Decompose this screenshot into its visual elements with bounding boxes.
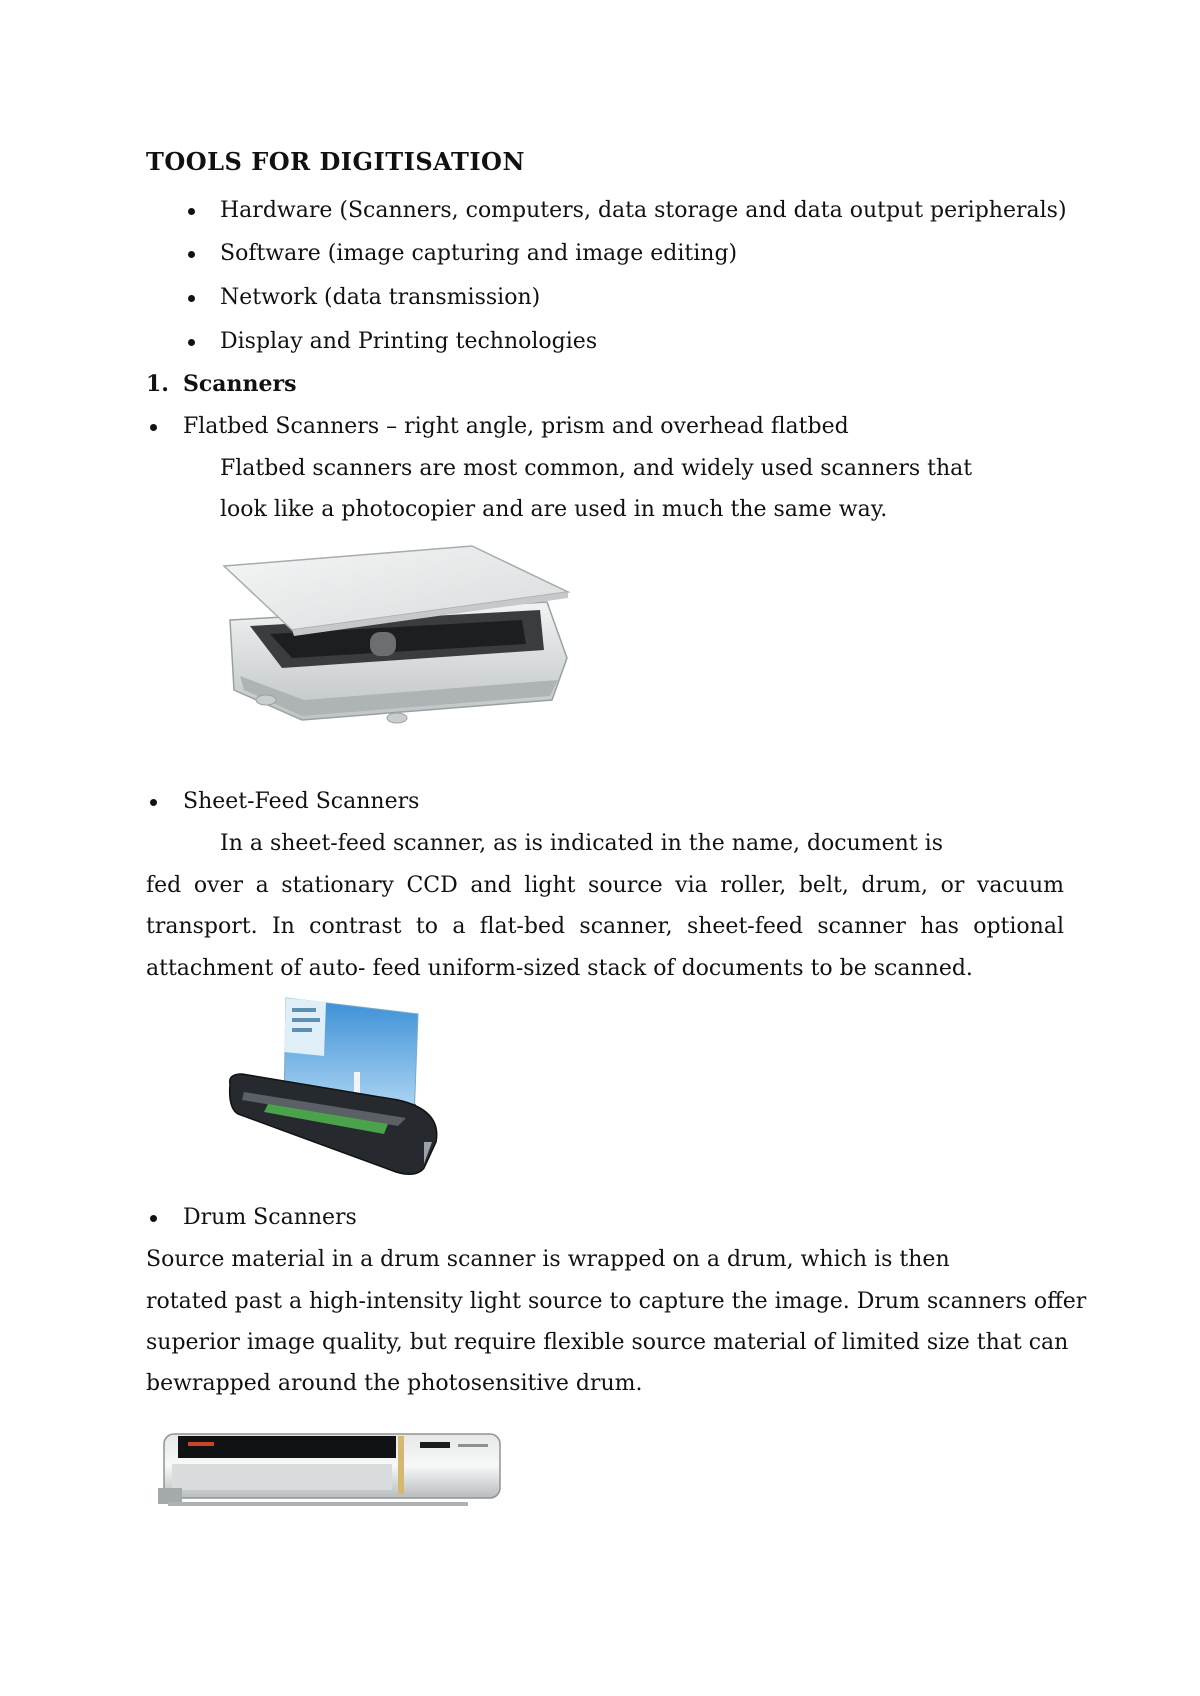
drum-text: bewrapped around the photosensitive drum. [146, 1371, 643, 1396]
bullet-dot [150, 799, 157, 806]
tool-item: Display and Printing technologies [220, 329, 598, 354]
sheetfeed-text: transport. In contrast to a flat-bed scanner, sheet-feed scanner has optional [146, 914, 1064, 939]
tool-item: Software (image capturing and image editing) [220, 241, 738, 266]
bullet-dot [150, 1215, 157, 1222]
page-title: TOOLS FOR DIGITISATION [146, 147, 525, 176]
drum-text: Source material in a drum scanner is wrapped on a drum, which is then [146, 1247, 950, 1272]
drum-text: rotated past a high-intensity light source to capture the image. Drum scanners offer [146, 1289, 1087, 1314]
sheetfeed-text: fed over a stationary CCD and light source via roller, belt, drum, or vacuum [146, 873, 1064, 898]
bullet-dot [188, 339, 195, 346]
flatbed-text: Flatbed scanners are most common, and widely used scanners that [220, 456, 973, 481]
sheetfeed-heading: Sheet-Feed Scanners [183, 789, 420, 814]
flatbed-heading: Flatbed Scanners – right angle, prism and overhead flatbed [183, 414, 849, 439]
drum-heading: Drum Scanners [183, 1205, 357, 1230]
bullet-dot [188, 208, 195, 215]
bullet-dot [188, 295, 195, 302]
section-title: Scanners [183, 371, 297, 397]
sheetfeed-scanner-image [228, 992, 448, 1182]
sheetfeed-text: In a sheet-feed scanner, as is indicated in the name, document is [220, 831, 943, 856]
flatbed-text: look like a photocopier and are used in much the same way. [220, 497, 888, 522]
tool-item: Network (data transmission) [220, 285, 541, 310]
section-number: 1. [146, 371, 169, 397]
drum-scanner-image [158, 1428, 504, 1510]
tool-item: Hardware (Scanners, computers, data storage and data output peripherals) [220, 198, 1067, 223]
bullet-dot [150, 424, 157, 431]
flatbed-scanner-image [222, 540, 572, 730]
drum-text: superior image quality, but require flexible source material of limited size that can [146, 1330, 1069, 1355]
bullet-dot [188, 251, 195, 258]
sheetfeed-text: attachment of auto- feed uniform-sized stack of documents to be scanned. [146, 956, 973, 981]
